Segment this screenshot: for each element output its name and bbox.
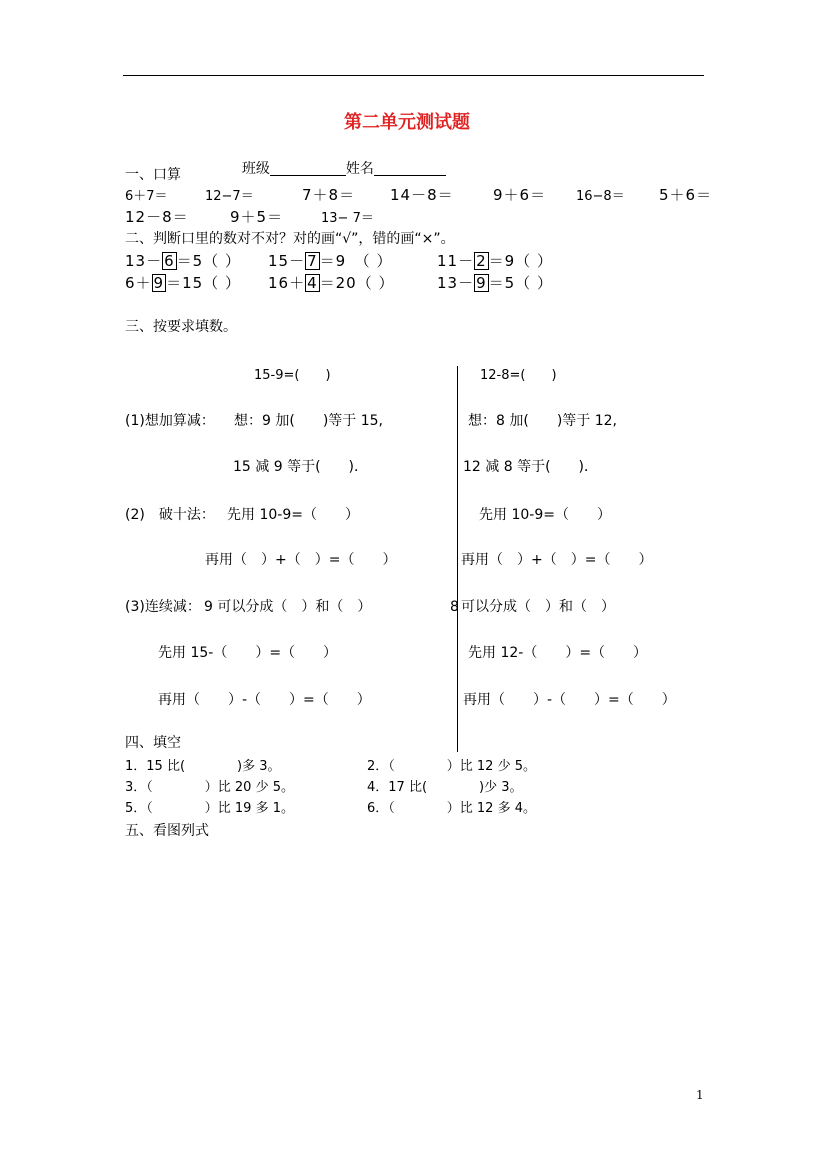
oral-calc-item: 16−8＝ [576,189,625,204]
right-m3-line2: 再用（ ）-（ ）=（ ） [463,692,676,708]
oral-calc-item: 9＋6＝ [493,186,547,204]
left-m1-line1: 想：9 加( )等于 15, [234,413,383,429]
right-m2-line2: 再用（ ）+（ ）=（ ） [461,552,653,568]
left-m3-line1: 先用 15-（ ）=（ ） [158,645,338,661]
method-2-label: (2) 破十法： [125,507,215,523]
oral-calc-item: 12－8＝ [125,208,189,226]
right-m1-line1: 想：8 加( )等于 12, [468,413,617,429]
fill-item: 6．（ ）比 12 多 4。 [367,801,536,816]
column-divider [457,366,458,752]
class-blank[interactable] [270,161,346,176]
method-3-label: (3)连续减： [125,599,201,615]
right-m2-line1: 先用 10-9=（ ） [479,507,611,523]
right-m1-line2: 12 减 8 等于( )． [463,459,598,475]
oral-calc-item: 9＋5＝ [230,208,284,226]
method-1-label: (1)想加算减： [125,413,215,429]
judge-box: 4 [307,274,318,292]
fill-item: 1．15 比( )多 3。 [125,759,281,774]
oral-calc-item: 13− 7＝ [321,211,374,226]
judge-item: 13－ 6 ＝5（ ） [125,252,241,270]
left-equation: 15-9=( ) [254,368,331,383]
left-m1-line2: 15 减 9 等于( )． [233,459,368,475]
oral-calc-item: 7＋8＝ [302,186,356,204]
section-4-heading: 四、填空 [125,735,181,751]
oral-calc-item: 5＋6＝ [659,186,713,204]
section-5-heading: 五、看图列式 [125,823,209,839]
judge-item: 15－ 7 ＝9 （ ） [268,252,393,270]
oral-calc-item: 14－8＝ [390,186,454,204]
judge-box: 6 [164,252,175,270]
judge-box: 9 [153,274,165,292]
left-m3-line2: 再用（ ）-（ ）=（ ） [158,692,371,708]
oral-calc-item: 6＋7＝ [125,189,168,204]
header-rule [123,75,704,76]
judge-item: 11－ 2 ＝9（ ） [437,252,553,270]
section-3-heading: 三、按要求填数。 [125,319,237,335]
judge-item: 13－ 9 ＝5（ ） [437,274,553,292]
judge-box: 7 [307,252,318,270]
section-1-heading: 一、口算 [125,167,181,183]
left-m2-line1: 先用 10-9=（ ） [227,507,359,523]
name-blank[interactable] [374,161,446,176]
oral-calc-item: 12−7＝ [205,189,254,204]
left-m2-line2: 再用（ ）+（ ）=（ ） [205,552,397,568]
right-m3-line1: 先用 12-（ ）=（ ） [468,645,648,661]
section-2-heading: 二、判断口里的数对不对？对的画“√”，错的画“×”。 [125,231,455,247]
fill-item: 2．（ ）比 12 少 5。 [367,759,536,774]
fill-item: 5．（ ）比 19 多 1。 [125,801,294,816]
judge-item: 6＋ 9 ＝15（ ） [125,274,241,292]
left-m3-line0: 9 可以分成（ ）和（ ） [204,599,372,615]
fill-item: 3．（ ）比 20 少 5。 [125,780,294,795]
name-label: 姓名 [345,161,374,177]
fill-item: 4．17 比( )少 3。 [367,780,523,795]
student-info [233,147,446,176]
page-number: 1 [696,1088,704,1102]
judge-box: 9 [476,274,487,292]
page-title: 第二单元测试题 [344,112,470,133]
class-label: 班级 [241,161,270,177]
right-m3-line0: 可以分成（ ）和（ ） [461,599,615,615]
judge-box: 2 [476,252,487,270]
judge-item: 16＋ 4 ＝20（ ） [268,274,395,292]
right-m3-number: 8 [450,599,459,615]
right-equation: 12-8=( ) [480,368,557,383]
